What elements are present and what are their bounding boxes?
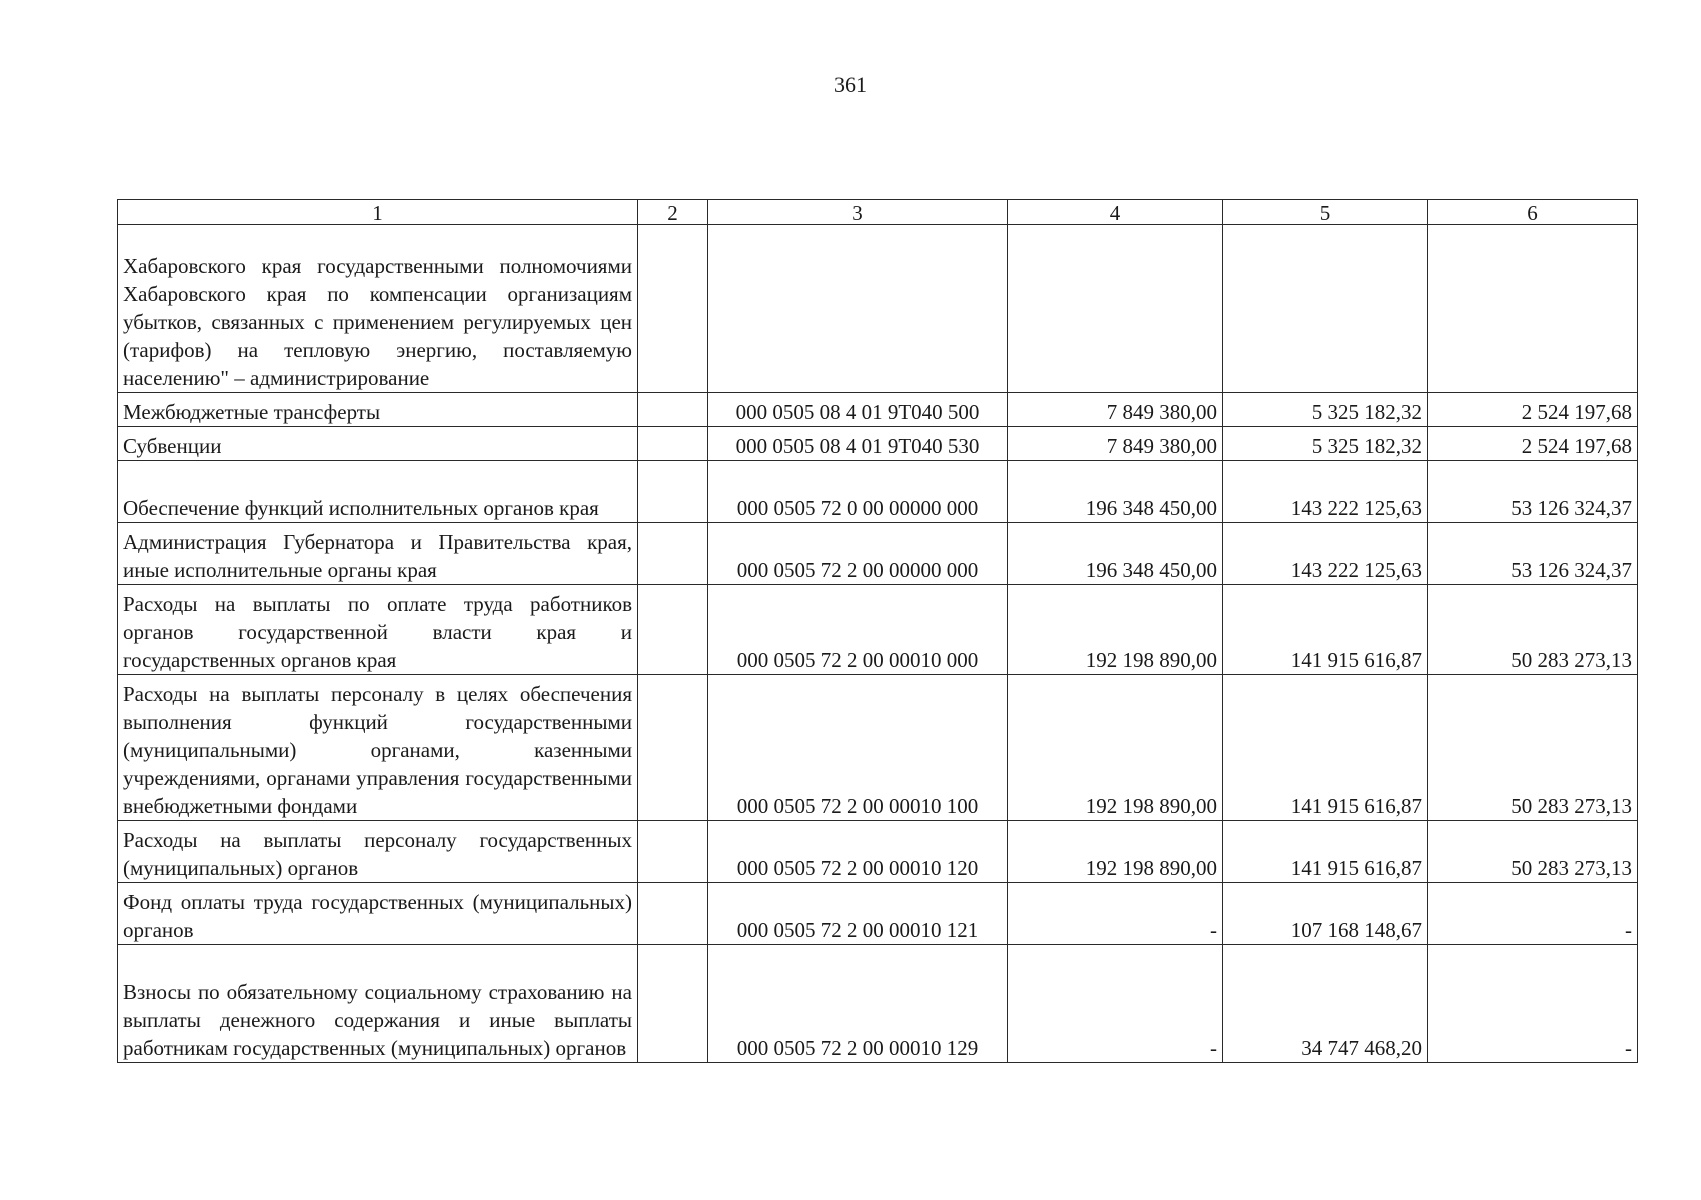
row-plan: 192 198 890,00 bbox=[1008, 821, 1223, 883]
row-col2 bbox=[638, 225, 708, 393]
row-plan: 192 198 890,00 bbox=[1008, 585, 1223, 675]
row-col2 bbox=[638, 883, 708, 945]
row-code: 000 0505 72 2 00 00000 000 bbox=[708, 523, 1008, 585]
row-remainder: - bbox=[1428, 945, 1638, 1063]
row-col2 bbox=[638, 675, 708, 821]
table-row bbox=[118, 585, 1638, 675]
row-executed: 107 168 148,67 bbox=[1223, 883, 1428, 945]
row-name: Расходы на выплаты по оплате труда работников органов государственной власти края и государственных органов края bbox=[118, 585, 638, 675]
table-row bbox=[118, 883, 1638, 945]
row-plan bbox=[1008, 225, 1223, 393]
column-header-4: 4 bbox=[1008, 200, 1223, 225]
row-remainder: 50 283 273,13 bbox=[1428, 585, 1638, 675]
row-remainder bbox=[1428, 225, 1638, 393]
row-code: 000 0505 72 2 00 00010 129 bbox=[708, 945, 1008, 1063]
row-col2 bbox=[638, 427, 708, 461]
row-col2 bbox=[638, 821, 708, 883]
row-executed: 143 222 125,63 bbox=[1223, 461, 1428, 523]
row-code: 000 0505 08 4 01 9Т040 500 bbox=[708, 393, 1008, 427]
column-header-5: 5 bbox=[1223, 200, 1428, 225]
table-row bbox=[118, 393, 1638, 427]
column-header-1: 1 bbox=[118, 200, 638, 225]
row-name: Хабаровского края государственными полномочиями Хабаровского края по компенсации организациям убытков, связанных с применением регулируемых цен (тарифов) на тепловую энергию, поставляемую населению" – администрирование bbox=[118, 225, 638, 393]
row-name: Обеспечение функций исполнительных органов края bbox=[118, 461, 638, 523]
row-executed: 143 222 125,63 bbox=[1223, 523, 1428, 585]
row-name: Расходы на выплаты персоналу в целях обеспечения выполнения функций государственными (муниципальными) органами, казенными учреждениями, органами управления государственными внебюджетными фондами bbox=[118, 675, 638, 821]
row-name: Межбюджетные трансферты bbox=[118, 393, 638, 427]
row-remainder: 2 524 197,68 bbox=[1428, 427, 1638, 461]
row-executed: 141 915 616,87 bbox=[1223, 821, 1428, 883]
table-row bbox=[118, 675, 1638, 821]
row-executed: 141 915 616,87 bbox=[1223, 675, 1428, 821]
row-executed: 5 325 182,32 bbox=[1223, 427, 1428, 461]
table-row bbox=[118, 821, 1638, 883]
row-executed: 5 325 182,32 bbox=[1223, 393, 1428, 427]
header-row bbox=[118, 200, 1638, 225]
row-remainder: 2 524 197,68 bbox=[1428, 393, 1638, 427]
row-remainder: - bbox=[1428, 883, 1638, 945]
row-code: 000 0505 72 2 00 00010 121 bbox=[708, 883, 1008, 945]
row-name: Взносы по обязательному социальному страхованию на выплаты денежного содержания и иные выплаты работникам государственных (муниципальных) органов bbox=[118, 945, 638, 1063]
table-row bbox=[118, 225, 1638, 393]
row-plan: - bbox=[1008, 945, 1223, 1063]
row-col2 bbox=[638, 945, 708, 1063]
row-code: 000 0505 72 2 00 00010 100 bbox=[708, 675, 1008, 821]
row-executed bbox=[1223, 225, 1428, 393]
row-col2 bbox=[638, 393, 708, 427]
row-executed: 141 915 616,87 bbox=[1223, 585, 1428, 675]
row-code: 000 0505 72 2 00 00010 000 bbox=[708, 585, 1008, 675]
row-name: Фонд оплаты труда государственных (муниципальных) органов bbox=[118, 883, 638, 945]
page-number: 361 bbox=[834, 72, 867, 97]
row-remainder: 50 283 273,13 bbox=[1428, 821, 1638, 883]
row-executed: 34 747 468,20 bbox=[1223, 945, 1428, 1063]
row-plan: 7 849 380,00 bbox=[1008, 393, 1223, 427]
table-row bbox=[118, 461, 1638, 523]
row-code: 000 0505 72 2 00 00010 120 bbox=[708, 821, 1008, 883]
row-name: Субвенции bbox=[118, 427, 638, 461]
row-code: 000 0505 08 4 01 9Т040 530 bbox=[708, 427, 1008, 461]
row-remainder: 53 126 324,37 bbox=[1428, 461, 1638, 523]
budget-table bbox=[117, 199, 1638, 1063]
table-row bbox=[118, 523, 1638, 585]
column-header-6: 6 bbox=[1428, 200, 1638, 225]
row-col2 bbox=[638, 461, 708, 523]
row-plan: 7 849 380,00 bbox=[1008, 427, 1223, 461]
column-header-2: 2 bbox=[638, 200, 708, 225]
row-code: 000 0505 72 0 00 00000 000 bbox=[708, 461, 1008, 523]
column-header-3: 3 bbox=[708, 200, 1008, 225]
row-col2 bbox=[638, 585, 708, 675]
row-name: Администрация Губернатора и Правительства края, иные исполнительные органы края bbox=[118, 523, 638, 585]
row-remainder: 50 283 273,13 bbox=[1428, 675, 1638, 821]
row-code bbox=[708, 225, 1008, 393]
row-col2 bbox=[638, 523, 708, 585]
row-remainder: 53 126 324,37 bbox=[1428, 523, 1638, 585]
row-name: Расходы на выплаты персоналу государственных (муниципальных) органов bbox=[118, 821, 638, 883]
row-plan: 196 348 450,00 bbox=[1008, 523, 1223, 585]
row-plan: - bbox=[1008, 883, 1223, 945]
table-row bbox=[118, 427, 1638, 461]
row-plan: 196 348 450,00 bbox=[1008, 461, 1223, 523]
row-plan: 192 198 890,00 bbox=[1008, 675, 1223, 821]
table-row bbox=[118, 945, 1638, 1063]
